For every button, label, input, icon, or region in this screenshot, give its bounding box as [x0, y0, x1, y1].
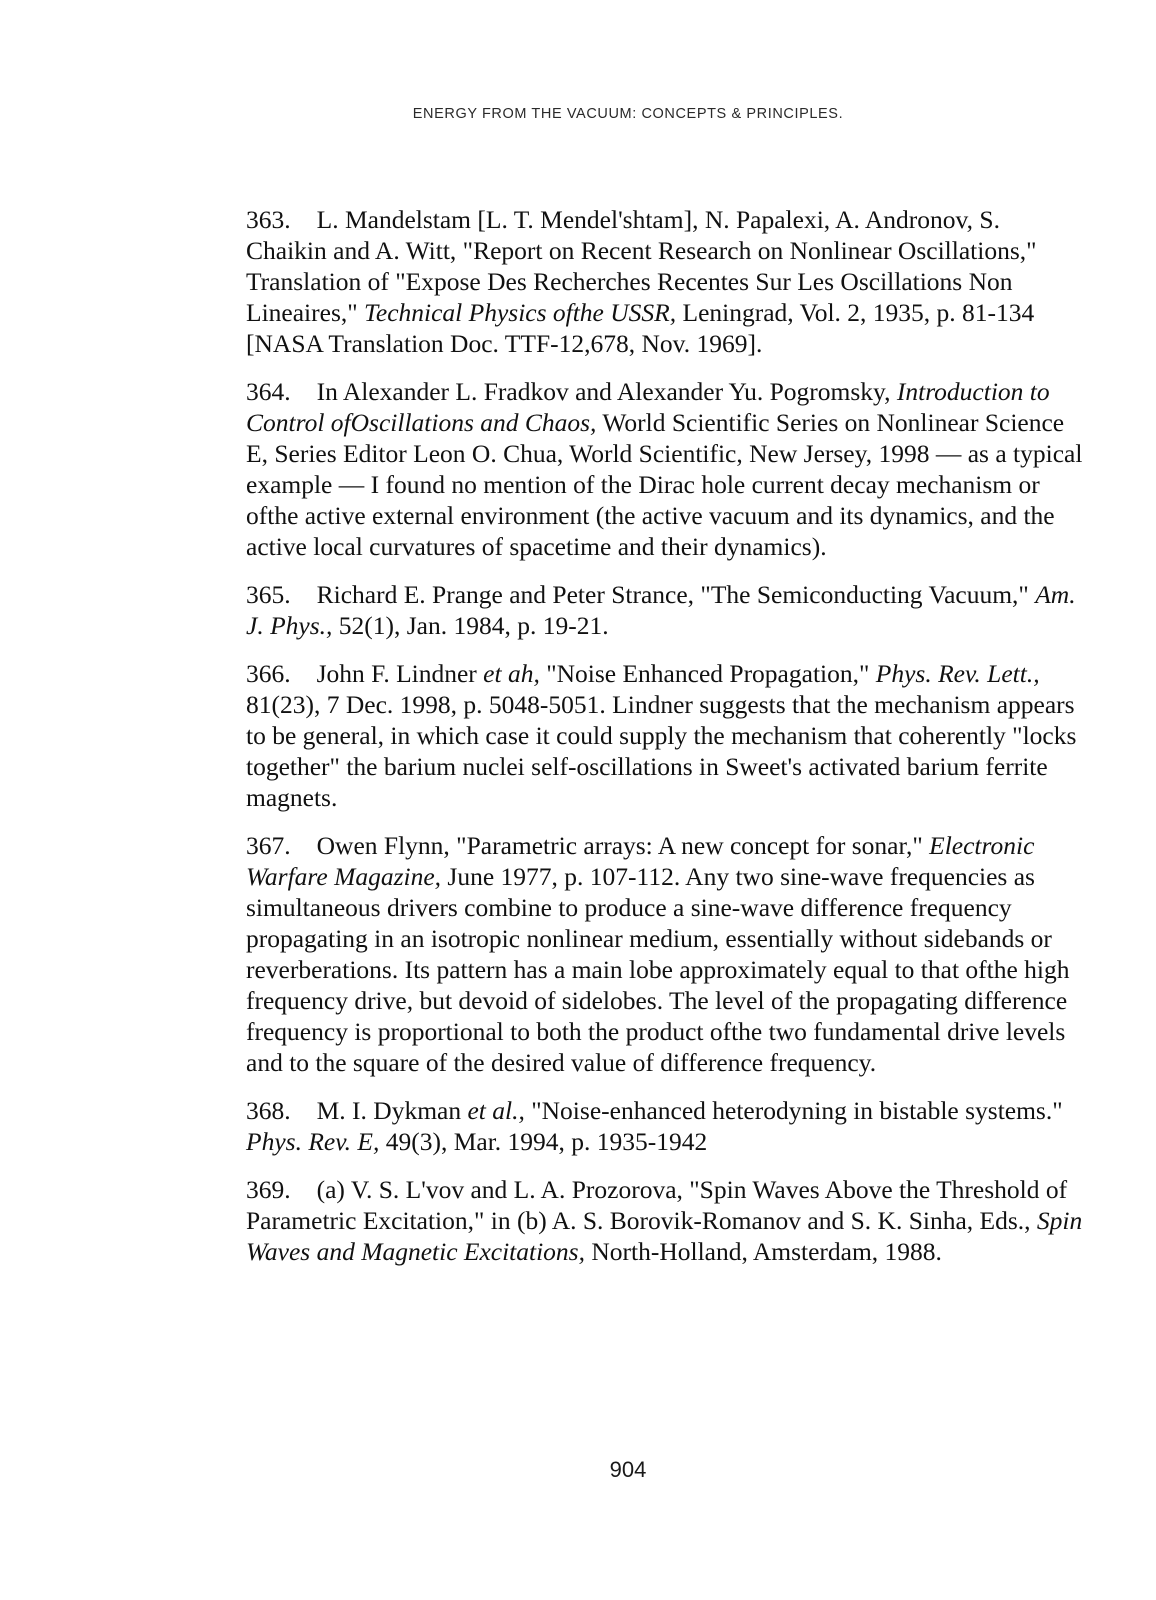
reference-text: M. I. Dykman	[316, 1096, 468, 1125]
reference-item	[246, 1174, 1086, 1267]
reference-text: 49(3), Mar. 1994, p. 1935-1942	[379, 1127, 708, 1156]
reference-item	[246, 830, 1086, 1078]
running-header: ENERGY FROM THE VACUUM: CONCEPTS & PRINCIPLES.	[412, 106, 844, 122]
reference-item	[246, 1095, 1086, 1157]
reference-journal: Electronic Warfare Magazine,	[246, 831, 1035, 891]
reference-number: 368.	[246, 1096, 291, 1125]
reference-book-title: Introduction to Control ofOscillations and Chaos,	[246, 377, 1050, 437]
reference-text: World Scientific Series on Nonlinear Science E, Series Editor Leon O. Chua, World Scientific, New Jersey, 1998 — as a typical example — I found no mention of the Dirac hole current decay mechanism or ofthe active external environment (the active vacuum and its dynamics, and the active local curvatures of spacetime and their dynamics).	[246, 408, 1083, 561]
reference-text: "Noise-enhanced heterodyning in bistable systems."	[524, 1096, 1063, 1125]
reference-number: 363.	[246, 205, 291, 234]
reference-number: 364.	[246, 377, 291, 406]
reference-text: Owen Flynn, "Parametric arrays: A new concept for sonar,"	[316, 831, 930, 860]
reference-item	[246, 204, 1086, 359]
reference-text: Richard E. Prange and Peter Strance, "The Semiconducting Vacuum,"	[316, 580, 1036, 609]
reference-text: L. Mandelstam [L. T. Mendel'shtam], N. Papalexi, A. Andronov, S. Chaikin and A. Witt, "Report on Recent Research on Nonlinear Oscillations," Translation of "Expose Des Recherches Recentes Sur Les Oscillations Non Lineaires,"	[246, 205, 1037, 327]
reference-text: 81(23), 7 Dec. 1998, p. 5048-5051. Lindner suggests that the mechanism appears to be general, in which case it could supply the mechanism that coherently "locks together" the barium nuclei self-oscillations in Sweet's activated barium ferrite magnets.	[246, 690, 1077, 812]
reference-journal: Phys. Rev. Lett.,	[875, 659, 1040, 688]
reference-number: 365.	[246, 580, 291, 609]
reference-number: 367.	[246, 831, 291, 860]
reference-text: In Alexander L. Fradkov and Alexander Yu. Pogromsky,	[316, 377, 897, 406]
reference-list	[246, 204, 1086, 1284]
reference-text: "Noise Enhanced Propagation,"	[539, 659, 876, 688]
reference-journal: Phys. Rev. E,	[246, 1127, 380, 1156]
page-number: 904	[609, 1457, 647, 1482]
reference-text: June 1977, p. 107-112. Any two sine-wave frequencies as simultaneous drivers combine to produce a sine-wave difference frequency propagating in an isotropic nonlinear medium, essentially without sidebands or reverberations. Its pattern has a main lobe approximately equal to that ofthe high frequency drive, but devoid of sidelobes. The level of the propagating difference frequency is proportional to both the product ofthe two fundamental drive levels and to the square of the desired value of difference frequency.	[246, 862, 1070, 1077]
reference-item	[246, 579, 1086, 641]
reference-journal: Technical Physics ofthe USSR,	[364, 298, 677, 327]
reference-journal: Am. J. Phys.,	[246, 580, 1076, 640]
reference-text: North-Holland, Amsterdam, 1988.	[584, 1237, 942, 1266]
reference-number: 369.	[246, 1175, 291, 1204]
reference-text: 52(1), Jan. 1984, p. 19-21.	[332, 611, 609, 640]
reference-number: 366.	[246, 659, 291, 688]
reference-text: Leningrad, Vol. 2, 1935, p. 81-134 [NASA Translation Doc. TTF-12,678, Nov. 1969].	[246, 298, 1035, 358]
reference-etal: et al.,	[467, 1096, 525, 1125]
reference-text: John F. Lindner	[316, 659, 484, 688]
reference-text: (a) V. S. L'vov and L. A. Prozorova, "Spin Waves Above the Threshold of Parametric Excitation," in (b) A. S. Borovik-Romanov and S. K. Sinha, Eds.,	[246, 1175, 1068, 1235]
reference-item	[246, 658, 1086, 813]
reference-book-title: Spin Waves and Magnetic Excitations,	[246, 1206, 1083, 1266]
reference-item	[246, 376, 1086, 562]
reference-etal: et ah,	[483, 659, 540, 688]
